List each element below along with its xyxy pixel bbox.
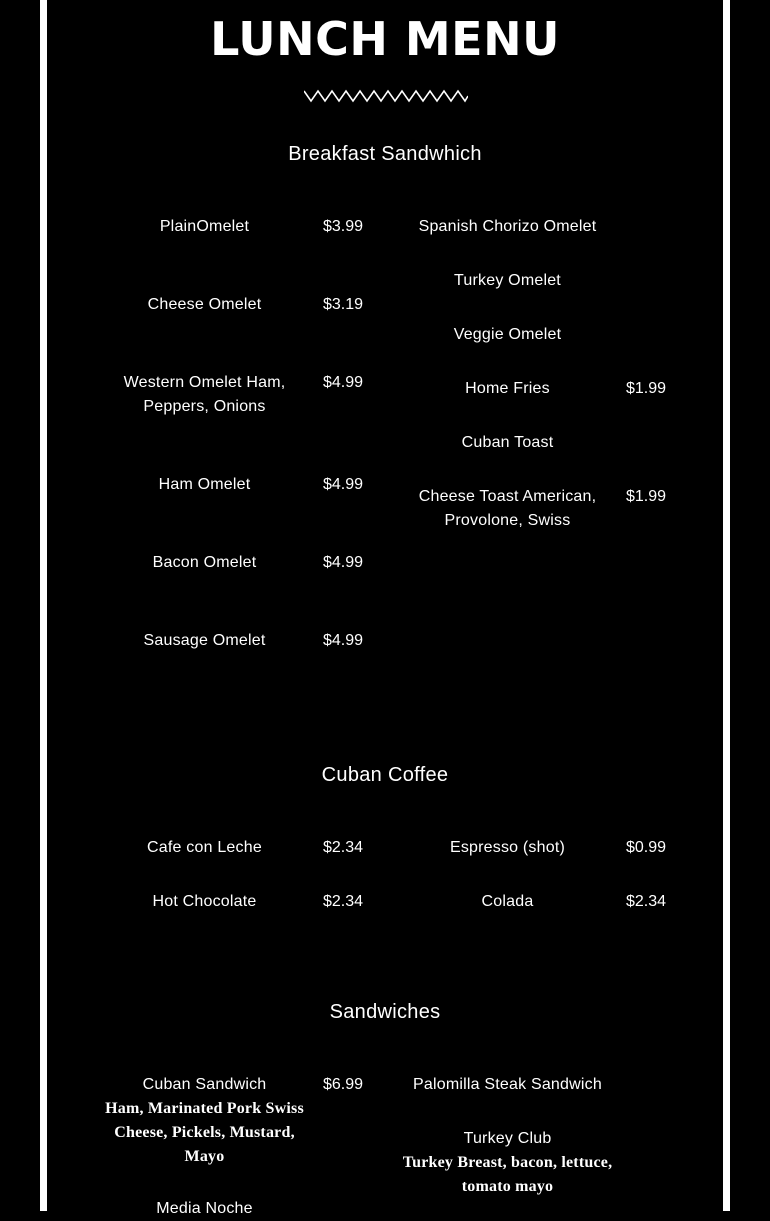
menu-item (98, 1073, 311, 1169)
menu-item: Spanish Chorizo Omelet (418, 218, 597, 235)
menu-item-price: $4.99 (322, 476, 364, 493)
menu-item-price: $0.99 (625, 839, 667, 856)
menu-item (400, 1127, 615, 1199)
menu-item: PlainOmelet (159, 218, 250, 235)
menu-item-description: Ham, Marinated Pork Swiss Cheese, Pickels, Mustard, Mayo (105, 1100, 304, 1165)
menu-item-price: $1.99 (625, 488, 667, 505)
menu-item-price: $4.99 (322, 632, 364, 649)
menu-item: Ham Omelet (158, 476, 251, 493)
menu-item-price: $4.99 (322, 554, 364, 571)
menu-item: Media Noche (156, 1200, 253, 1217)
menu-item-price: $4.99 (322, 374, 364, 391)
frame-border-right (723, 0, 730, 1211)
menu-item-price: $3.19 (322, 296, 364, 313)
zigzag-divider (304, 88, 468, 104)
menu-item-price: $2.34 (322, 839, 364, 856)
menu-item: Hot Chocolate (152, 893, 257, 910)
menu-item-price: $6.99 (322, 1076, 364, 1093)
menu-item: Palomilla Steak Sandwich (413, 1076, 602, 1093)
menu-item: Bacon Omelet (152, 554, 257, 571)
menu-item-price: $3.99 (322, 218, 364, 235)
menu-item-name: Cuban Sandwich (142, 1076, 267, 1093)
menu-item-price: $2.34 (625, 893, 667, 910)
menu-item: Cheese Toast American, Provolone, Swiss (418, 488, 597, 529)
section-title-coffee: Cuban Coffee (321, 764, 449, 786)
menu-item: Espresso (shot) (449, 839, 566, 856)
menu-item: Cuban Toast (461, 434, 554, 451)
menu-item: Veggie Omelet (453, 326, 562, 343)
menu-item-description: Turkey Breast, bacon, lettuce, tomato mayo (402, 1154, 613, 1195)
section-title-breakfast: Breakfast Sandwhich (288, 143, 482, 165)
menu-item: Cafe con Leche (147, 839, 262, 856)
menu-item: Colada (481, 893, 534, 910)
section-title-sandwiches: Sandwiches (329, 1001, 441, 1023)
menu-item: Sausage Omelet (143, 632, 266, 649)
menu-item: Home Fries (465, 380, 550, 397)
menu-item-price: $2.34 (322, 893, 364, 910)
menu-item-name: Turkey Club (463, 1130, 552, 1147)
frame-border-left (40, 0, 47, 1211)
menu-title: LUNCH MENU (210, 12, 560, 66)
menu-item-price: $1.99 (625, 380, 667, 397)
menu-item: Western Omelet Ham, Peppers, Onions (123, 374, 286, 415)
menu-item: Cheese Omelet (147, 296, 262, 313)
menu-item: Turkey Omelet (454, 272, 561, 289)
